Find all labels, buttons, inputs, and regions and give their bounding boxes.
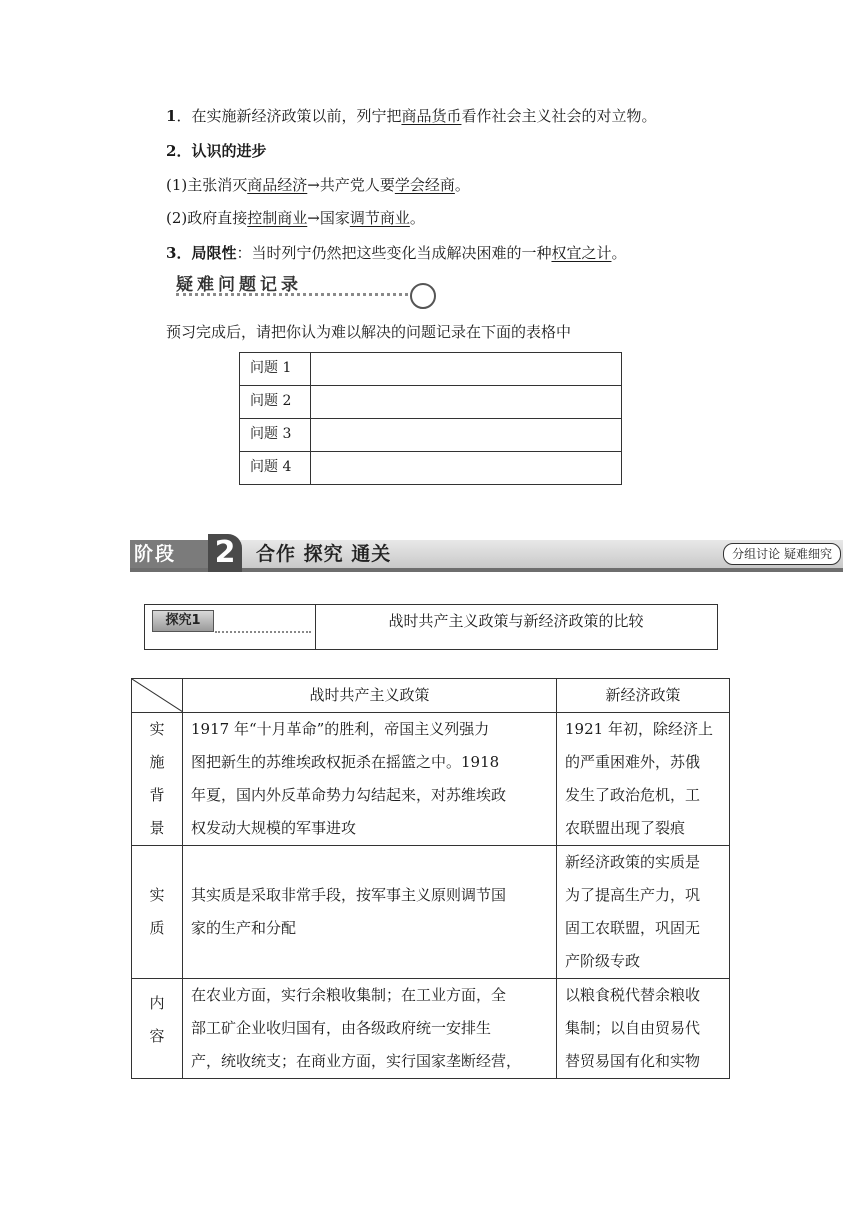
question-label: 问题 3: [240, 419, 311, 452]
question-record-table: [239, 352, 622, 485]
stage-tag: 分组讨论 疑难细究: [723, 543, 841, 565]
diagonal-line: [132, 679, 183, 712]
question-label: 问题 1: [240, 353, 311, 386]
table-cell: 新经济政策的实质是 为了提高生产力，巩 固工农联盟，巩固无 产阶级专政: [557, 846, 730, 979]
records-intro: 预习完成后，请把你认为难以解决的问题记录在下面的表格中: [166, 323, 572, 341]
point-1: 1．在实施新经济政策以前，列宁把商品货币看作社会主义社会的对立物。: [166, 107, 657, 125]
table-row: [132, 846, 730, 979]
table-cell: 1917 年“十月革命”的胜利，帝国主义列强力 图把新生的苏维埃政权扼杀在摇篮之中。1918 年夏，国内外反革命势力勾结起来，对苏维埃政 权发动大规模的军事进攻: [183, 713, 557, 846]
stage-number: 2: [208, 534, 242, 572]
probe-badge: 探究1: [152, 610, 214, 632]
point-2-heading: 2．认识的进步: [166, 142, 267, 160]
row-header-content: 内 容: [132, 979, 183, 1079]
table-row: [240, 452, 622, 485]
probe-divider: [215, 631, 311, 633]
point-3: 3．局限性：当时列宁仍然把这些变化当成解决困难的一种权宜之计。: [166, 244, 627, 262]
column-header-nep: 新经济政策: [557, 679, 730, 713]
stage-label: 阶段: [130, 540, 212, 568]
answer-cell[interactable]: [311, 353, 622, 386]
table-row: [240, 386, 622, 419]
answer-cell[interactable]: [311, 419, 622, 452]
answer-cell[interactable]: [311, 386, 622, 419]
question-label: 问题 4: [240, 452, 311, 485]
probe-label-cell: [145, 605, 316, 649]
table-cell: 以粮食税代替余粮收 集制；以自由贸易代 替贸易国有化和实物: [557, 979, 730, 1079]
stage-banner: [130, 535, 843, 572]
table-row: [132, 979, 730, 1079]
diagonal-header-cell: [132, 679, 183, 713]
row-header-essence: 实 质: [132, 846, 183, 979]
comparison-table: [131, 678, 730, 1079]
point-2-item-1: (1)主张消灭商品经济→共产党人要学会经商。: [166, 176, 470, 194]
stage-title: 合作 探究 通关: [256, 543, 392, 565]
table-cell: 在农业方面，实行余粮收集制；在工业方面，全 部工矿企业收归国有，由各级政府统一安排生 产，统收统支；在商业方面，实行国家垄断经营，: [183, 979, 557, 1079]
section-divider: [176, 293, 414, 296]
probe-title: 战时共产主义政策与新经济政策的比较: [388, 612, 644, 630]
table-cell: 1921 年初，除经济上 的严重困难外，苏俄 发生了政治危机，工 农联盟出现了裂痕: [557, 713, 730, 846]
circle-icon: [410, 283, 436, 309]
records-section-title: 疑难问题记录: [176, 275, 302, 295]
probe-header: [144, 604, 718, 650]
table-cell: 其实质是采取非常手段，按军事主义原则调节国 家的生产和分配: [183, 846, 557, 979]
table-row: [132, 713, 730, 846]
point-2-item-2: (2)政府直接控制商业→国家调节商业。: [166, 209, 425, 227]
table-row: [240, 353, 622, 386]
table-row: [240, 419, 622, 452]
answer-cell[interactable]: [311, 452, 622, 485]
question-label: 问题 2: [240, 386, 311, 419]
row-header-background: 实 施 背 景: [132, 713, 183, 846]
table-header-row: [132, 679, 730, 713]
column-header-war-communism: 战时共产主义政策: [183, 679, 557, 713]
